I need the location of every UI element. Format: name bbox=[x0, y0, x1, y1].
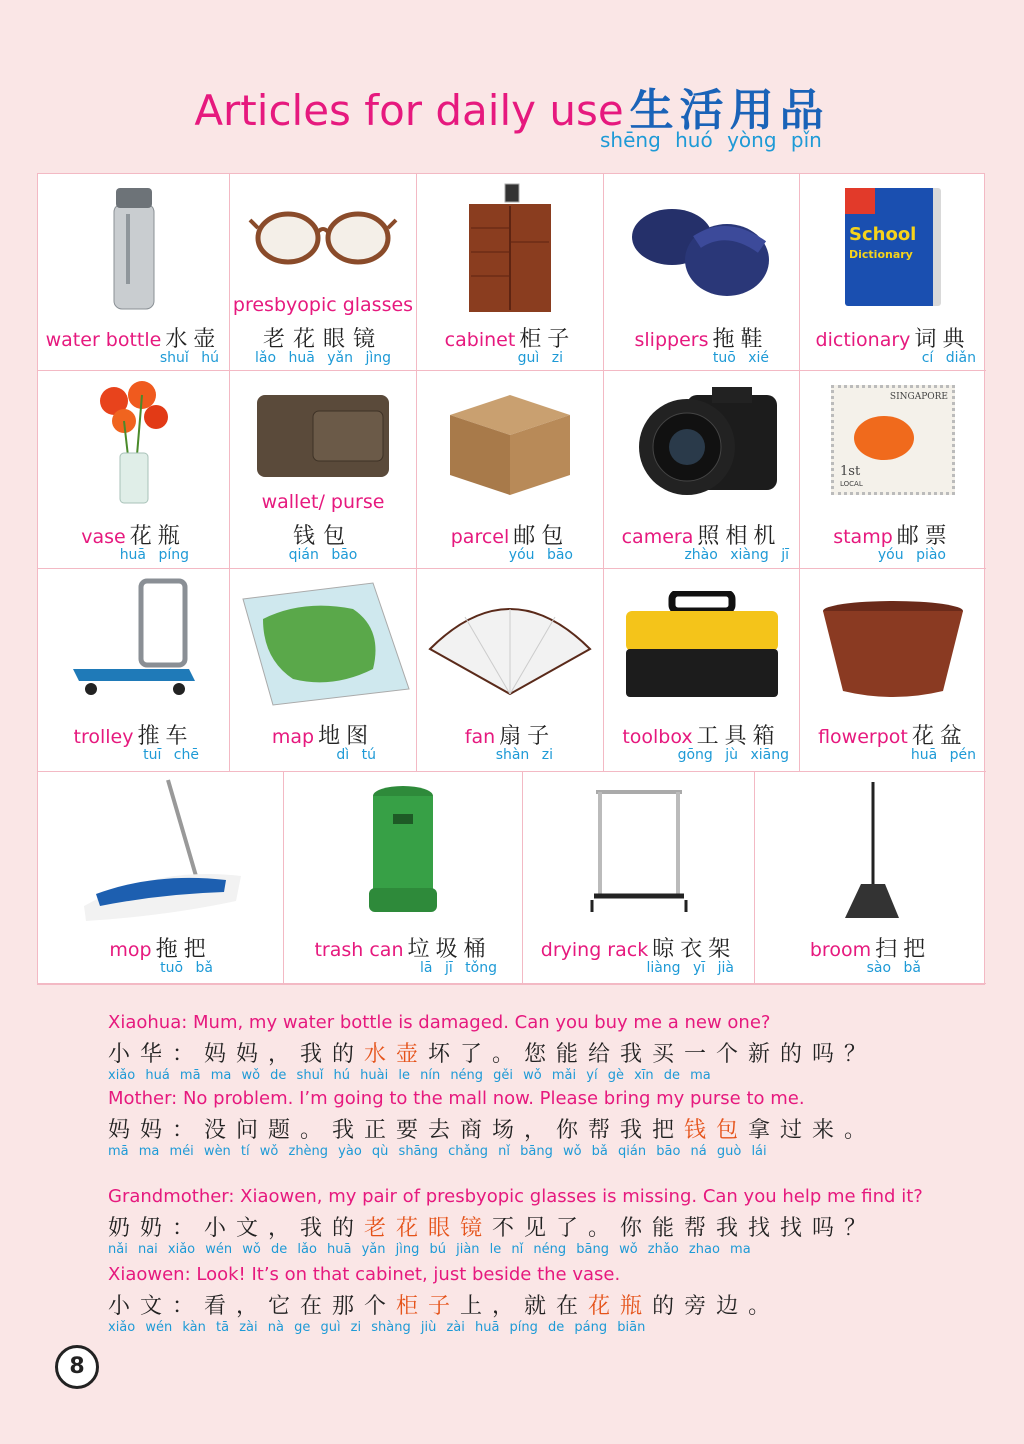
dialogue-chinese: 小文：看，它在那个柜子上，就在花瓶的旁边。 bbox=[108, 1294, 781, 1319]
item-english: toolbox bbox=[622, 726, 693, 748]
vocab-card-toolbox bbox=[604, 569, 800, 772]
item-english: cabinet bbox=[444, 329, 516, 351]
trash-can-icon bbox=[363, 784, 443, 916]
vocab-card-drying-rack bbox=[523, 772, 755, 984]
item-chinese: 地图 bbox=[318, 724, 375, 749]
vocab-card-stamp bbox=[800, 371, 986, 569]
item-pinyin: yóu piào bbox=[877, 547, 946, 563]
item-pinyin: lǎo huā yǎn jìng bbox=[255, 350, 391, 366]
flowerpot-icon bbox=[818, 599, 968, 704]
broom-icon bbox=[841, 780, 901, 920]
item-english: trolley bbox=[73, 726, 134, 748]
item-chinese: 推车 bbox=[137, 724, 194, 749]
item-pinyin: cí diǎn bbox=[921, 350, 976, 366]
glasses-icon bbox=[248, 206, 398, 266]
vocab-card-glasses bbox=[230, 174, 417, 371]
title-pinyin: shēng huó yòng pǐn bbox=[600, 128, 822, 152]
cabinet-icon bbox=[465, 182, 555, 314]
item-pinyin: zhào xiàng jī bbox=[684, 547, 789, 563]
vocab-card-parcel bbox=[417, 371, 604, 569]
vocabulary-grid bbox=[37, 173, 985, 985]
item-english: presbyopic glasses bbox=[232, 294, 414, 316]
dialogue-english: Mother: No problem. I’m going to the mall now. Please bring my purse to me. bbox=[108, 1088, 805, 1109]
vocab-card-water-bottle bbox=[38, 174, 230, 371]
item-chinese: 照相机 bbox=[697, 524, 782, 549]
item-english: slippers bbox=[634, 329, 709, 351]
item-chinese: 柜子 bbox=[519, 327, 576, 352]
item-chinese: 扫把 bbox=[875, 937, 932, 962]
vocab-card-vase bbox=[38, 371, 230, 569]
dialogue-pinyin: xiǎo wén kàn tā zài nà ge guì zi shàng jiù zài huā píng de páng biān bbox=[108, 1320, 646, 1335]
vocab-card-slippers bbox=[604, 174, 800, 371]
dialogue-line bbox=[108, 1088, 988, 1159]
page-number: 8 bbox=[55, 1345, 99, 1389]
item-chinese: 水壶 bbox=[165, 327, 222, 352]
vocab-card-map bbox=[230, 569, 417, 772]
dialogue-line bbox=[108, 1012, 988, 1083]
vocab-card-dictionary bbox=[800, 174, 986, 371]
camera-icon bbox=[617, 385, 787, 505]
item-chinese: 扇子 bbox=[499, 724, 556, 749]
vocab-card-broom bbox=[755, 772, 986, 984]
item-chinese: 钱包 bbox=[292, 524, 353, 549]
mop-icon bbox=[76, 776, 246, 926]
dialogue-line bbox=[108, 1186, 988, 1257]
item-english: parcel bbox=[450, 526, 510, 548]
item-pinyin: huā pén bbox=[910, 747, 976, 763]
map-icon bbox=[233, 579, 413, 709]
parcel-icon bbox=[440, 385, 580, 497]
wallet-icon bbox=[253, 391, 393, 481]
dictionary-icon bbox=[845, 188, 941, 306]
item-pinyin: tuī chē bbox=[143, 747, 199, 763]
item-english: mop bbox=[109, 939, 152, 961]
dialogue-english: Xiaohua: Mum, my water bottle is damaged. Can you buy me a new one? bbox=[108, 1012, 771, 1033]
stamp-icon bbox=[831, 385, 955, 495]
vocab-card-mop bbox=[38, 772, 284, 984]
item-pinyin: shuǐ hú bbox=[159, 350, 219, 366]
vase-icon bbox=[94, 381, 174, 506]
item-pinyin: huā píng bbox=[119, 547, 189, 563]
item-chinese: 垃圾桶 bbox=[407, 937, 492, 962]
item-chinese: 词典 bbox=[914, 327, 971, 352]
dialogue-chinese: 小华：妈妈，我的水壶坏了。您能给我买一个新的吗？ bbox=[108, 1042, 877, 1067]
water-bottle-icon bbox=[104, 186, 164, 311]
item-english: dictionary bbox=[815, 329, 911, 351]
page-title bbox=[0, 74, 1024, 138]
stamp-value: 1st bbox=[840, 464, 861, 479]
item-pinyin: tuō xié bbox=[712, 350, 769, 366]
item-english: camera bbox=[621, 526, 694, 548]
item-english: flowerpot bbox=[818, 726, 908, 748]
vocab-card-trolley bbox=[38, 569, 230, 772]
item-pinyin: dì tú bbox=[336, 747, 376, 763]
item-pinyin: qián bāo bbox=[288, 547, 358, 563]
vocab-card-fan bbox=[417, 569, 604, 772]
dialogue-english: Grandmother: Xiaowen, my pair of presbyopic glasses is missing. Can you help me find it? bbox=[108, 1186, 923, 1207]
dialogue-english: Xiaowen: Look! It’s on that cabinet, just beside the vase. bbox=[108, 1264, 621, 1285]
dialogue-pinyin: mā ma méi wèn tí wǒ zhèng yào qù shāng chǎng nǐ bāng wǒ bǎ qián bāo ná guò lái bbox=[108, 1144, 767, 1159]
stamp-country: SINGAPORE bbox=[889, 392, 948, 402]
item-chinese: 邮票 bbox=[896, 524, 953, 549]
vocab-card-cabinet bbox=[417, 174, 604, 371]
toolbox-icon bbox=[622, 591, 782, 701]
item-chinese: 花盆 bbox=[911, 724, 968, 749]
title-chinese: 生活用品 bbox=[629, 85, 830, 136]
item-english: drying rack bbox=[540, 939, 649, 961]
dialogue-pinyin: xiǎo huá mā ma wǒ de shuǐ hú huài le nín néng gěi wǒ mǎi yí gè xīn de ma bbox=[108, 1068, 711, 1083]
dialogue-chinese: 奶奶：小文，我的老花眼镜不见了。你能帮我找找吗？ bbox=[108, 1216, 877, 1241]
vocab-card-wallet bbox=[230, 371, 417, 569]
item-chinese: 拖把 bbox=[155, 937, 212, 962]
item-english: trash can bbox=[314, 939, 404, 961]
dialogue-pinyin: nǎi nai xiǎo wén wǒ de lǎo huā yǎn jìng bú jiàn le nǐ néng bāng wǒ zhǎo zhao ma bbox=[108, 1242, 751, 1257]
item-pinyin: sào bǎ bbox=[866, 960, 921, 976]
item-english: water bottle bbox=[45, 329, 162, 351]
item-pinyin: yóu bāo bbox=[508, 547, 573, 563]
book-cover-title: School bbox=[849, 224, 917, 245]
fan-icon bbox=[425, 589, 595, 699]
item-chinese: 拖鞋 bbox=[712, 327, 769, 352]
vocab-card-camera bbox=[604, 371, 800, 569]
book-cover-subtitle: Dictionary bbox=[849, 248, 913, 261]
vocab-card-trash-can bbox=[284, 772, 523, 984]
item-pinyin: shàn zi bbox=[495, 747, 553, 763]
dialogue-chinese: 妈妈：没问题。我正要去商场，你帮我把钱包拿过来。 bbox=[108, 1118, 877, 1143]
title-english: Articles for daily use bbox=[194, 86, 624, 135]
item-english: map bbox=[271, 726, 315, 748]
item-english: fan bbox=[464, 726, 496, 748]
item-pinyin: liàng yī jià bbox=[646, 960, 734, 976]
stamp-local: LOCAL bbox=[840, 480, 863, 488]
item-pinyin: gōng jù xiāng bbox=[677, 747, 789, 763]
trolley-icon bbox=[69, 577, 199, 697]
item-pinyin: lā jī tǒng bbox=[420, 960, 497, 976]
vocab-card-flowerpot bbox=[800, 569, 986, 772]
drying-rack-icon bbox=[584, 784, 694, 916]
item-english: wallet/ purse bbox=[261, 491, 385, 513]
item-pinyin: guì zi bbox=[517, 350, 563, 366]
item-english: vase bbox=[81, 526, 126, 548]
slippers-icon bbox=[627, 192, 777, 302]
item-english: broom bbox=[809, 939, 872, 961]
item-chinese: 工具箱 bbox=[696, 724, 781, 749]
item-chinese: 邮包 bbox=[513, 524, 570, 549]
item-chinese: 花瓶 bbox=[129, 524, 186, 549]
item-chinese: 晾衣架 bbox=[652, 937, 737, 962]
item-english: stamp bbox=[833, 526, 893, 548]
dialogue-line bbox=[108, 1264, 988, 1335]
item-pinyin: tuō bǎ bbox=[160, 960, 213, 976]
item-chinese: 老花眼镜 bbox=[262, 327, 383, 352]
